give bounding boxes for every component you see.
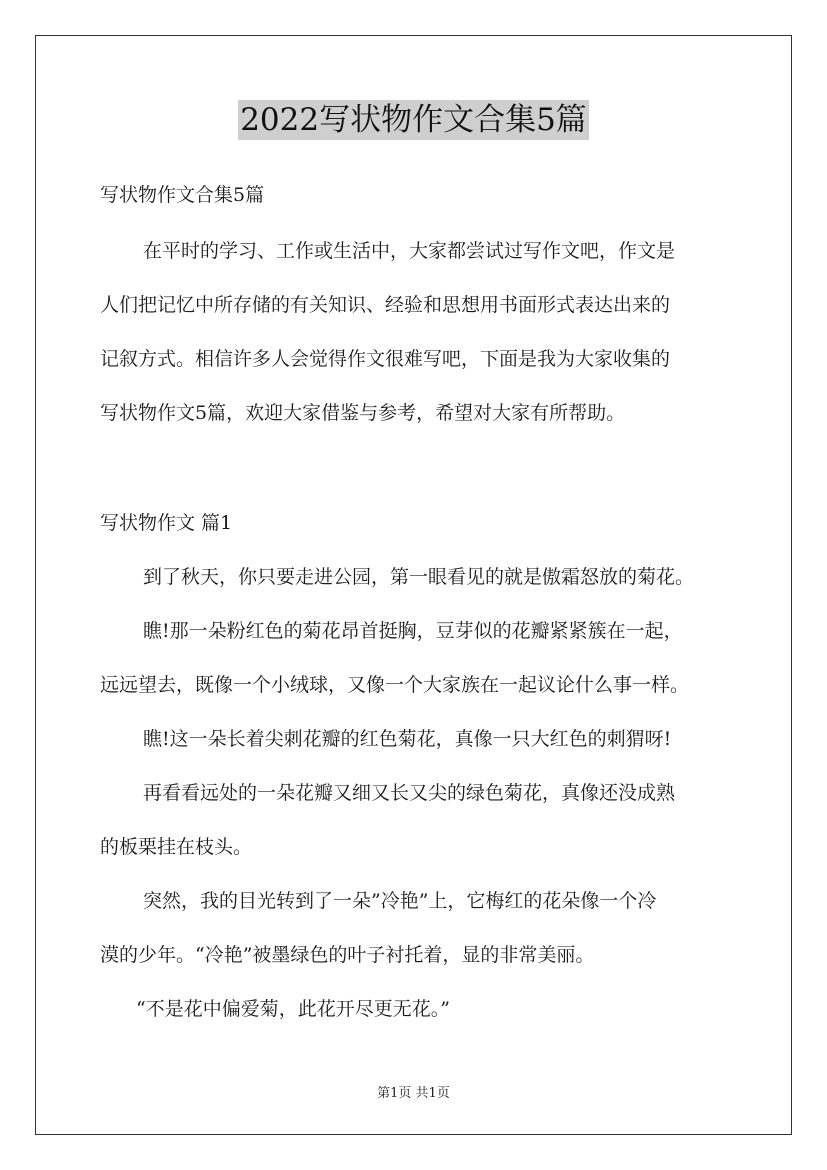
essay-line-5: 再看看远处的一朵花瓣又细又长又尖的绿色菊花，真像还没成熟: [143, 782, 676, 804]
title-container: [0, 100, 827, 140]
intro-line-4: 写状物作文5篇，欢迎大家借鉴与参考，希望对大家有所帮助。: [100, 402, 626, 424]
intro-line-1: 在平时的学习、工作或生活中，大家都尝试过写作文吧，作文是: [143, 240, 676, 262]
essay-line-8: 漠的少年。“冷艳”被墨绿色的叶子衬托着，显的非常美丽。: [100, 944, 595, 966]
essay-line-7: 突然，我的目光转到了一朵”冷艳”上，它梅红的花朵像一个冷: [143, 890, 657, 912]
essay-line-2: 瞧!那一朵粉红色的菊花昂首挺胸，豆芽似的花瓣紧紧簇在一起，: [143, 620, 683, 642]
document-title: 2022写状物作文合集5篇: [240, 102, 587, 138]
document-subtitle: 写状物作文合集5篇: [100, 184, 265, 206]
page-footer: 第1页 共1页: [377, 1086, 450, 1101]
intro-line-2: 人们把记忆中所存储的有关知识、经验和思想用书面形式表达出来的: [100, 294, 671, 316]
intro-line-3: 记叙方式。相信许多人会觉得作文很难写吧，下面是我为大家收集的: [100, 348, 671, 370]
essay-line-3: 远远望去，既像一个小绒球，又像一个大家族在一起议论什么事一样。: [100, 674, 690, 696]
essay-line-4: 瞧!这一朵长着尖刺花瓣的红色菊花，真像一只大红色的刺猬呀!: [143, 728, 672, 750]
essay-line-9: “不是花中偏爱菊，此花开尽更无花。”: [136, 998, 450, 1020]
essay-line-6: 的板栗挂在枝头。: [100, 836, 253, 858]
essay-line-1: 到了秋天，你只要走进公园，第一眼看见的就是傲霜怒放的菊花。: [143, 566, 695, 588]
section-heading: 写状物作文 篇1: [100, 512, 233, 534]
